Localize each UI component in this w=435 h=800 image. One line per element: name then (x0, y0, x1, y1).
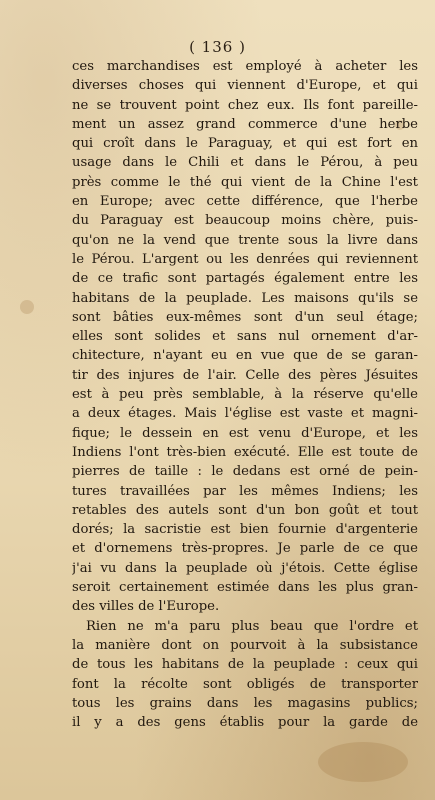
text-line: il y a des gens établis pour la garde de (72, 715, 418, 731)
text-line: elles sont solides et sans nul ornement d'ar- (72, 329, 418, 345)
text-line: et d'ornemens très-propres. Je parle de ce que (72, 541, 418, 557)
text-line: tir des injures de l'air. Celle des pères Jésuites (72, 367, 418, 383)
text-line: en Europe; avec cette différence, que l'herbe (72, 194, 418, 210)
text-line: dorés; la sacristie est bien fournie d'argenterie (72, 522, 418, 538)
text-line: est à peu près semblable, à la réserve qu'elle (72, 387, 418, 403)
text-line: retables des autels sont d'un bon goût et tout (72, 502, 418, 518)
text-line: sont bâties eux-mêmes sont d'un seul étage; (72, 309, 418, 325)
foxing-stain (20, 300, 34, 314)
text-line: du Paraguay est beaucoup moins chère, puis- (72, 213, 418, 229)
text-line: le Pérou. L'argent ou les denrées qui reviennent (72, 251, 418, 267)
text-line: tures travaillées par les mêmes Indiens; les (72, 483, 418, 499)
text-line: de ce trafic sont partagés également entre les (72, 271, 418, 287)
text-line: diverses choses qui viennent d'Europe, et qui (72, 78, 418, 94)
text-line: Indiens l'ont très-bien exécuté. Elle est toute de (72, 444, 418, 460)
page-number: ( 136 ) (189, 38, 246, 56)
text-line: a deux étages. Mais l'église est vaste et magni- (72, 406, 418, 422)
text-line: pierres de taille : le dedans est orné de pein- (72, 464, 418, 480)
text-line: j'ai vu dans la peuplade où j'étois. Cette église (72, 560, 418, 576)
text-line: ment un assez grand commerce d'une herbe (72, 116, 418, 132)
text-line: ces marchandises est employé à acheter les (72, 59, 418, 74)
text-line: de tous les habitans de la peuplade : ceux qui (72, 657, 418, 673)
text-line: des villes de l'Europe. (72, 599, 220, 615)
text-line: la manière dont on pourvoit à la subsistance (72, 637, 418, 653)
body-text (72, 57, 418, 732)
text-line: près comme le thé qui vient de la Chine l'est (72, 174, 418, 190)
text-line: Rien ne m'a paru plus beau que l'ordre et (86, 618, 418, 634)
text-line: qu'on ne la vend que trente sous la livre dans (72, 232, 418, 248)
foxing-stain (318, 742, 408, 782)
text-line: habitans de la peuplade. Les maisons qu'ils se (72, 290, 418, 306)
text-line: font la récolte sont obligés de transporter (72, 676, 418, 692)
text-line: usage dans le Chili et dans le Pérou, à peu (72, 155, 418, 171)
text-line: chitecture, n'ayant eu en vue que de se garan- (72, 348, 418, 364)
text-line: fique; le dessein en est venu d'Europe, et les (72, 425, 418, 441)
text-line: qui croît dans le Paraguay, et qui est fort en (72, 136, 418, 152)
text-line: tous les grains dans les magasins publics; (72, 695, 418, 711)
text-line: ne se trouvent point chez eux. Ils font pareille- (72, 97, 418, 113)
text-line: seroit certainement estimée dans les plus gran- (72, 580, 418, 596)
